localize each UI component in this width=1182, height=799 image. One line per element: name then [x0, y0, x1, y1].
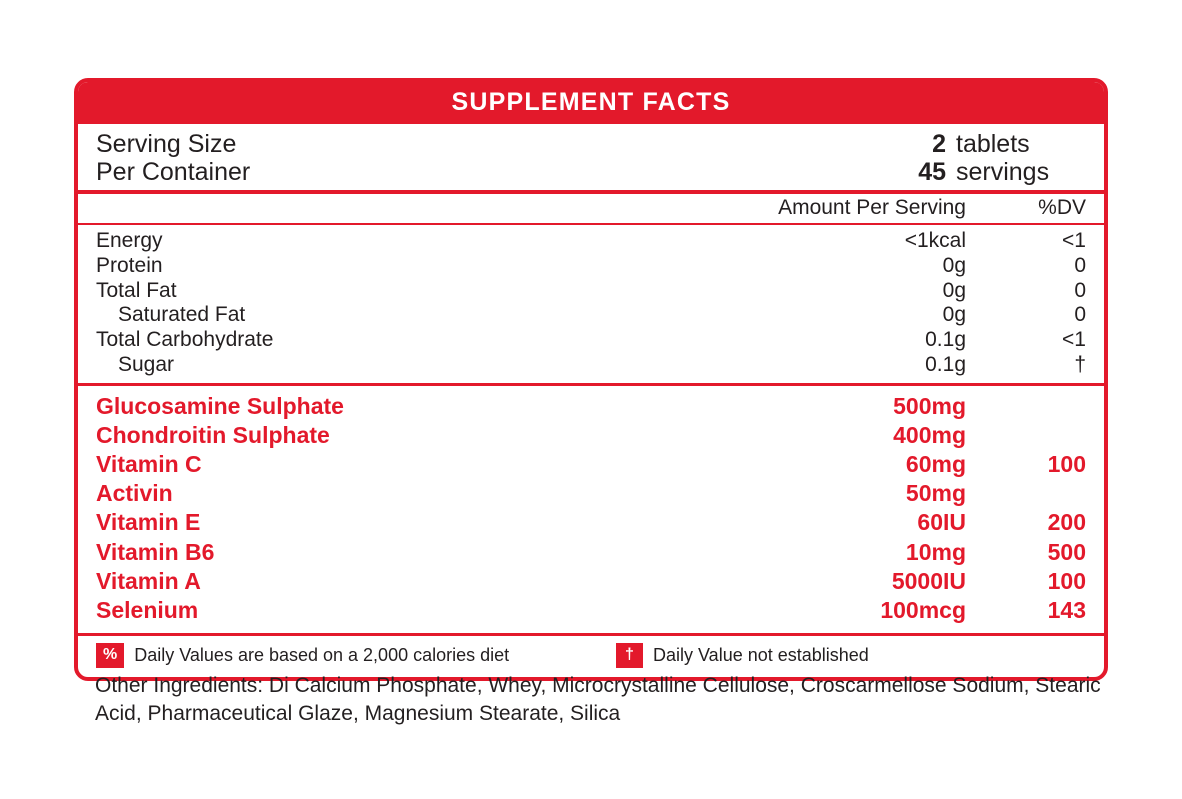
- ingredient-name: Vitamin A: [96, 567, 201, 594]
- ingredient-name: Vitamin C: [96, 451, 202, 477]
- nutrient-amount: 0g: [942, 303, 966, 327]
- table-row: [96, 254, 1086, 279]
- serving-size-row: [96, 130, 1086, 158]
- other-ingredients-text: Other Ingredients: Di Calcium Phosphate, Whey, Microcrystalline Cellulose, Croscarmellose Sodium, Stearic Acid, Pharmaceutical Glaze, Magnesium Stearate, Silica: [95, 674, 1101, 726]
- table-row: [96, 279, 1086, 304]
- footnote-not-established: [616, 643, 869, 668]
- serving-size-unit: tablets: [956, 130, 1030, 158]
- nutrient-dv: 0: [1074, 278, 1086, 302]
- table-row: [96, 353, 1086, 378]
- panel-title: SUPPLEMENT FACTS: [78, 82, 1104, 124]
- serving-size-label: Serving Size: [96, 130, 237, 158]
- nutrient-amount: 0.1g: [925, 328, 966, 352]
- ingredient-dv: 100: [1047, 567, 1086, 594]
- ingredient-name: Vitamin B6: [96, 538, 215, 565]
- footnote-daily-values: [96, 643, 616, 668]
- nutrient-name: Sugar: [118, 352, 175, 376]
- per-container-value: 45: [918, 158, 946, 186]
- nutrient-amount: <1kcal: [904, 229, 966, 252]
- per-container-row: [96, 158, 1086, 186]
- nutrient-name: Total Carbohydrate: [96, 328, 274, 352]
- dagger-badge-icon: †: [616, 643, 643, 668]
- percent-badge-icon: %: [96, 643, 124, 668]
- table-row: [96, 392, 1086, 421]
- ingredient-name: Chondroitin Sulphate: [96, 421, 330, 448]
- ingredient-dv: 143: [1047, 597, 1086, 624]
- table-row: [96, 229, 1086, 254]
- nutrient-dv: 0: [1074, 253, 1086, 277]
- nutrient-dv: <1: [1062, 328, 1086, 352]
- ingredient-amount: 10mg: [905, 538, 966, 565]
- table-row: [96, 538, 1086, 567]
- ingredient-dv: 100: [1047, 451, 1086, 477]
- table-row: [96, 479, 1086, 508]
- per-container-label: Per Container: [96, 158, 251, 186]
- ingredient-amount: 50mg: [905, 480, 966, 507]
- table-row: [96, 421, 1086, 450]
- serving-size-value: 2: [932, 130, 946, 158]
- table-row: [96, 328, 1086, 353]
- table-row: [96, 303, 1086, 328]
- footnote-text: Daily Values are based on a 2,000 calories diet: [134, 645, 510, 666]
- nutrient-name: Total Fat: [96, 278, 177, 302]
- ingredient-name: Vitamin E: [96, 509, 201, 536]
- active-ingredient-rows: [78, 386, 1104, 637]
- per-container-unit: servings: [956, 158, 1050, 186]
- nutrient-dv: †: [1074, 352, 1086, 376]
- ingredient-amount: 500mg: [893, 392, 966, 419]
- ingredient-amount: 60mg: [905, 451, 966, 477]
- nutrient-amount: 0g: [942, 278, 966, 302]
- nutrient-rows: [78, 225, 1104, 386]
- nutrient-amount: 0g: [942, 253, 966, 277]
- table-row: [96, 567, 1086, 596]
- nutrient-dv: <1: [1062, 229, 1086, 252]
- nutrient-name: Energy: [96, 229, 163, 252]
- ingredient-name: Glucosamine Sulphate: [96, 392, 344, 419]
- nutrient-name: Saturated Fat: [118, 303, 246, 327]
- percent-dv-header: %DV: [1038, 196, 1086, 219]
- table-row: [96, 596, 1086, 625]
- nutrient-name: Protein: [96, 253, 163, 277]
- column-headers: [78, 194, 1104, 225]
- ingredient-dv: 200: [1047, 509, 1086, 536]
- nutrient-amount: 0.1g: [925, 352, 966, 376]
- serving-info-block: [78, 124, 1104, 194]
- ingredient-name: Activin: [96, 480, 173, 507]
- ingredient-dv: 500: [1047, 538, 1086, 565]
- ingredient-amount: 100mcg: [880, 597, 966, 624]
- nutrient-dv: 0: [1074, 303, 1086, 327]
- ingredient-amount: 400mg: [893, 421, 966, 448]
- ingredient-name: Selenium: [96, 597, 199, 624]
- supplement-facts-panel: [74, 78, 1108, 681]
- table-row: [96, 450, 1086, 479]
- table-row: [96, 508, 1086, 537]
- ingredient-amount: 60IU: [917, 509, 966, 536]
- footnote-text: Daily Value not established: [653, 645, 869, 666]
- amount-per-serving-header: Amount Per Serving: [778, 196, 966, 219]
- ingredient-amount: 5000IU: [891, 567, 966, 594]
